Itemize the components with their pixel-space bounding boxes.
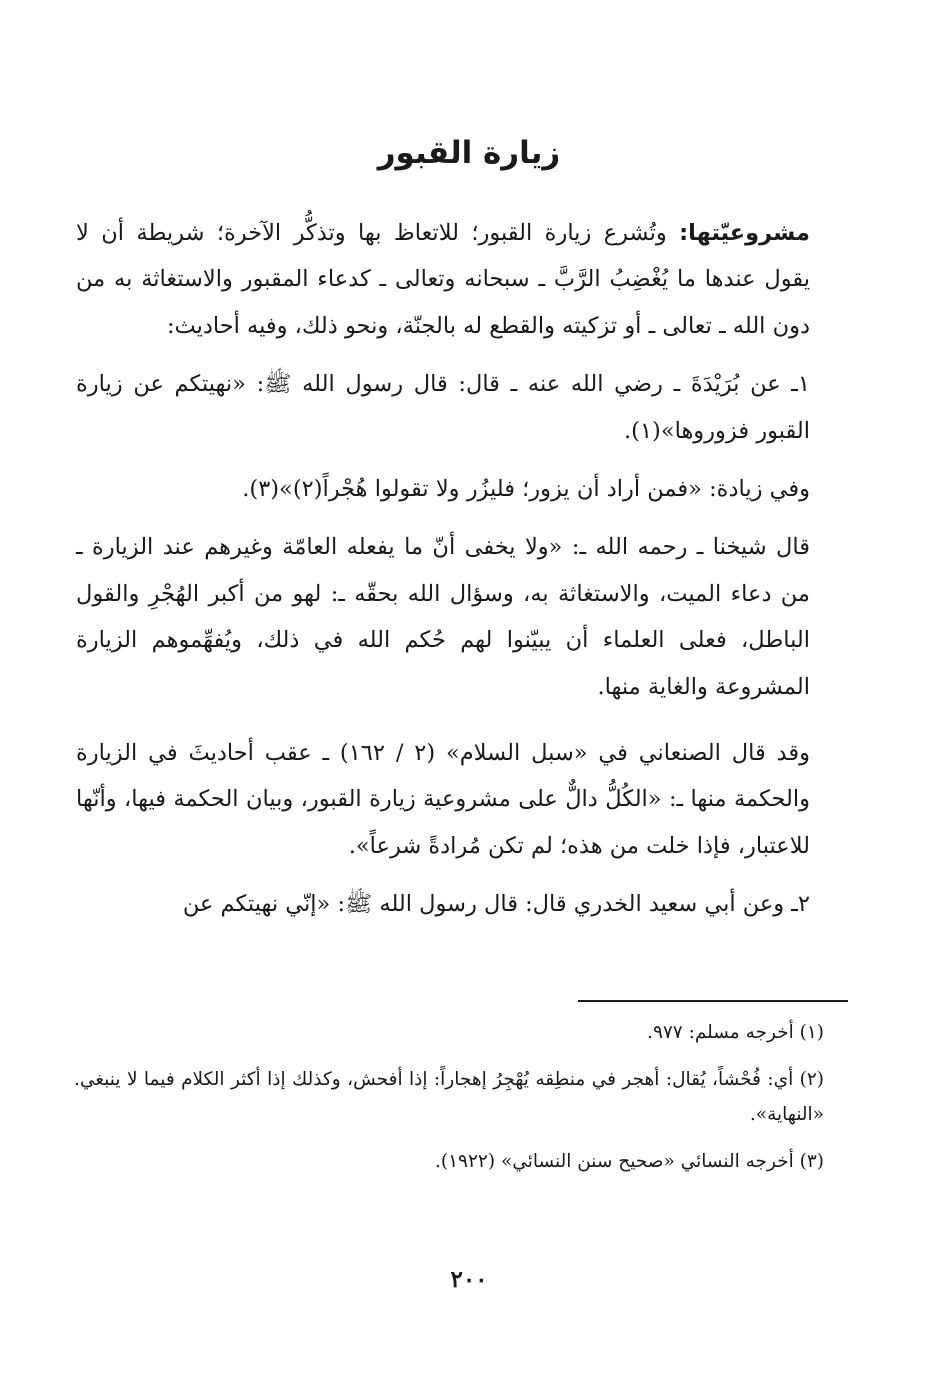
sanani-quote: وقد قال الصنعاني في «سبل السلام» (٢ / ١٦٢) ـ عقب أحاديثَ في الزيارة والحكمة منها ـ: «الكُلُّ دالٌّ على مشروعية زيارة القبور، وبيان الحكمة فيها، وأنّها للاعتبار، فإذا خلت من هذه؛ لم تكن مُرادةً شرعاً». <box>76 740 810 859</box>
footnotes <box>74 1015 846 1179</box>
footnote-divider <box>578 1000 848 1002</box>
paragraph-legitimacy <box>76 210 846 349</box>
main-text <box>76 210 846 928</box>
footnote-3: (٣) أخرجه النسائي «صحيح سنن النسائي» (١٩٢٢). <box>435 1151 824 1172</box>
page-title: زيارة القبور <box>377 135 561 171</box>
hadith-1: ١ـ عن بُرَيْدَةَ ـ رضي الله عنه ـ قال: قال رسول الله ﷺ: «نهيتكم عن زيارة القبور فزوروها»(١). <box>76 371 810 444</box>
hadith-2: ٢ـ وعن أبي سعيد الخدري قال: قال رسول الله ﷺ: «إنّي نهيتكم عن <box>182 891 810 918</box>
paragraph-text: وتُشرع زيارة القبور؛ للاتعاظ بها وتذكُّر الآخرة؛ شريطة أن لا يقول عندها ما يُغْضِبُ الرَّبَّ ـ سبحانه وتعالى ـ كدعاء المقبور والاستغاثة به من دون الله ـ تعالى ـ أو تزكيته والقطع له بالجنّة، ونحو ذلك، وفيه أحاديث: <box>76 220 810 339</box>
page-number: ٢٠٠ <box>450 1266 488 1293</box>
sheikh-quote: قال شيخنا ـ رحمه الله ـ: «ولا يخفى أنّ ما يفعله العامّة وغيرهم عند الزيارة ـ من دعاء الميت، والاستغاثة به، وسؤال الله بحقّه ـ: لهو من أكبر الهُجْرِ والقول الباطل، فعلى العلماء أن يبيّنوا لهم حُكم الله في ذلك، ويُفهِّموهم الزيارة المشروعة والغاية منها. <box>76 534 810 700</box>
hadith-1-addition: وفي زيادة: «فمن أراد أن يزور؛ فليزُر ولا تقولوا هُجْراً(٢)»(٣). <box>242 476 810 503</box>
footnote-2: (٢) أي: فُحْشاً، يُقال: أهجر في منطِقه يُهْجِرُ إهجاراً: إذا أفحش، وكذلك إذا أكثر الكلام فيما لا ينبغي. «النهاية». <box>74 1069 824 1125</box>
footnote-1: (١) أخرجه مسلم: ٩٧٧. <box>647 1022 824 1043</box>
section-lead: مشروعيّتها: <box>679 220 810 246</box>
